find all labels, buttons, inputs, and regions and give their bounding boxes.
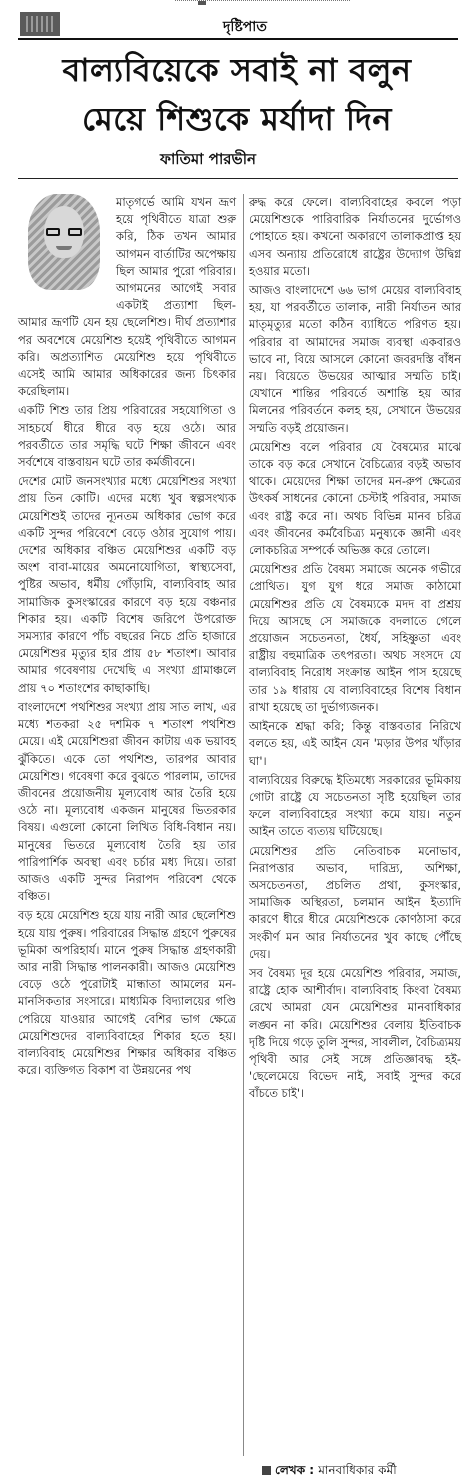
author-photo-glasses [46,228,82,236]
author-note-value: মানবাধিকার কর্মী [318,1463,397,1477]
column-divider [243,194,244,1456]
byline-divider [18,178,458,179]
paragraph: মেয়েশিশুর প্রতি বৈষম্য সমাজে অনেক গভীরে প্রোথিত। যুগ যুগ ধরে সমাজ কাঠামো মেয়েশিশুর প্রতি যে বৈষম্যকে মদদ বা প্রশ্রয় দিয়ে আসছে সে সমাজকে বদলাতে গেলে প্রয়োজন সচেতনতা, ধৈর্য, সহিষ্ণুতা এবং রাষ্ট্রীয় বহুমাত্রিক তৎপরতা। অথচ সংসদে যে বাল্যবিবাহ নিরোধ সংক্রান্ত আইন পাস হয়েছে তার ১৯ ধারায় যে বাল্যবিবাহের বিশেষ বিধান রাখা হয়েছে তা দুর্ভাগ্যজনক। [249,562,461,714]
top-marker [198,1,206,5]
paragraph: মাতৃগর্ভে আমি যখন ভ্রূণ হয়ে পৃথিবীতে যাত্রা শুরু করি, ঠিক তখন আমার আগমন বার্তাটির অপেক্ষায় ছিল আমার পুরো পরিবার। আগমনের আগেই সবার একটাই প্রত্যাশা ছিল-আমার ভ্রূণটি যেন হয় ছেলেশিশু। দীর্ঘ প্রত্যাশার পর অবশেষে মেয়েশিশু হয়েই পৃথিবীতে আগমন করি। অপ্রত্যাশিত মেয়েশিশু হয়ে পৃথিবীতে এসেই আমি আমার অধিকারের জন্য চিৎকার করেছিলাম। [18,195,236,399]
headline-line-1: বাল্যবিয়েকে সবাই না বলুন [62,51,412,89]
author-note [262,1462,397,1482]
article-column-2 [249,194,461,1105]
author-photo-mouth [56,246,72,250]
paragraph: বাল্যবিয়ের বিরুদ্ধে ইতিমধ্যে সরকারের ভূমিকায় গোটা রাষ্ট্রে যে সচেতনতা সৃষ্টি হয়েছিল তার ফলে বাল্যবিবাহের সংখ্যা কমে যায়। নতুন আইন তাতে ব্যত্যয় ঘটিয়েছে। [249,772,461,839]
paragraph: একটি শিশু তার প্রিয় পরিবারের সহযোগিতা ও সাহচর্যে ধীরে ধীরে বড় হয়ে ওঠে। আর পরবর্তীতে তার সমৃদ্ধি ঘটে শিক্ষা জীবনে এবং সর্বশেষে বাস্তবায়ন ঘটে তার কর্মজীবনে। [18,403,236,470]
paragraph: দেশের মোট জনসংখ্যার মধ্যে মেয়েশিশুর সংখ্যা প্রায় তিন কোটি। এদের মধ্যে খুব স্বল্পসংখ্যক মেয়েশিশুই তাদের ন্যূনতম অধিকার ভোগ করে একটি সুন্দর পরিবেশে বেড়ে ওঠার সুযোগ পায়। দেশের অধিকার বঞ্চিত মেয়েশিশুর একটি বড় অংশ বাবা-মায়ের অমনোযোগিতা, স্বাস্থ্যসেবা, পুষ্টির অভাব, ধর্মীয় গোঁড়ামি, বাল্যবিবাহ আর সামাজিক কুসংস্কারের কারণে বড় হয়ে বঞ্চনার শিকার হয়। একটি বিশেষ জরিপে উপরোক্ত সমস্যার কারণে পাঁচ বছরের নিচে প্রতি হাজারে মেয়েশিশুর মৃত্যুর হার প্রায় ৫৮ শতাংশ। আবার আমার গবেষণায় দেখেছি এ সংখ্যা গ্রামাঞ্চলে প্রায় ৭০ শতাংশের কাছাকাছি। [18,474,236,695]
paragraph: মেয়েশিশু বলে পরিবার যে বৈষম্যের মাঝে তাকে বড় করে সেখানে বৈচিত্র্যের বড়ই অভাব থাকে। মেয়েদের শিক্ষা তাদের মন-রুপ ক্ষেত্রের উৎকর্ষ সাধনের কোনো চেস্টাই পরিবার, সমাজ এবং রাষ্ট্র করে না। অথচ বিভিন্ন মানব চরিত্র এবং জীবনের কর্মবৈচিত্র্য মনুষ্যকে জ্ঞানী এবং লোকচরিত্র সম্পর্কে অভিজ্ঞ করে তোলে। [249,439,461,558]
square-bullet-icon [262,1466,271,1475]
headline-line-2: মেয়ে শিশুকে মর্যাদা দিন [82,100,392,138]
article-column-1 [18,194,236,1081]
paragraph: বাংলাদেশে পথশিশুর সংখ্যা প্রায় সাত লাখ, এর মধ্যে শতকরা ২৫ দশমিক ৭ শতাংশ পথশিশু মেয়ে। এই মেয়েশিশুরা জীবন কাটায় এক ভয়াবহ ঝুঁকিতে। একে তো পথশিশু, তারপর আবার মেয়েশিশু। গবেষণা করে বুঝতে পারলাম, তাদের জীবনের প্রয়োজনীয় মূল্যবোধ আর তৈরি হয়ে ওঠে না। মূল্যবোধ একজন মানুষের ভিতরকার বিষয়। এগুলো কোনো লিখিত বিধি-বিধান নয়। মানুষের ভিতরে মূল্যবোধ তৈরি হয় তার পারিপার্শিক অবস্থা এবং চর্চার মধ্য দিয়ে। তারা আজও একটি সুন্দর নিরাপদ পরিবেশ থেকে বঞ্চিত। [18,699,236,904]
section-label: দৃষ্টিপাত [223,19,267,35]
paragraph: আইনকে শ্রদ্ধা করি; কিন্তু বাস্তবতার নিরিখে বলতে হয়, এই আইন যেন 'মড়ার উপর খাঁড়ার ঘা'। [249,719,461,768]
paragraph: আজও বাংলাদেশে ৬৬ ভাগ মেয়ের বাল্যবিবাহ হয়, যা পরবর্তীতে তালাক, নারী নির্যাতন আর মাতৃমৃত্যুর মতো কঠিন ব্যাধিতে পরিণত হয়। পরিবার বা আমাদের সমাজ ব্যবস্থা একবারও ভাবে না, বিয়ে আসলে কোনো জবরদস্তি বাঁধন নয়। বিয়েতে উভয়ের আত্মার সম্মতি চাই। যেখানে শান্তির পরিবর্তে অশান্তি হয় আর মিলনের পরিবর্তনে কলহ হয়, সেখানে উভয়ের সম্মতি বড়ই প্রয়োজন। [249,283,461,435]
paragraph: বড় হয়ে মেয়েশিশু হয়ে যায় নারী আর ছেলেশিশু হয়ে যায় পুরুষ। পরিবারের সিদ্ধান্ত গ্রহণে পুরুষের ভূমিকা অপরিহার্য। মানে পুরুষ সিদ্ধান্ত গ্রহণকারী আর নারী সিদ্ধান্ত পালনকারী। আজও মেয়েশিশু বেড়ে ওঠে পুরোটাই মান্ধাতা আমলের মন-মানসিকতার সংসারে। মাধ্যমিক বিদ্যালয়ের গণ্ডি পেরিয়ে যাওয়ার আগেই বেশির ভাগ ক্ষেত্রে মেয়েশিশুদের বাল্যবিবাহের শিকার হতে হয়। বাল্যবিবাহ মেয়েশিশুর শিক্ষার অধিকার বঞ্চিত করে। ব্যক্তিগত বিকাশ বা উন্নয়নের পথ [18,908,236,1078]
author-byline: ফাতিমা পারভীন [160,150,256,168]
paragraph: রুদ্ধ করে ফেলে। বাল্যবিবাহের কবলে পড়া মেয়েশিশুকে পারিবারিক নির্যাতনের দুর্ভোগও পোহাতে হয়। কখনো অকারণে তালাকপ্রাপ্ত হয় এসব অন্যায় প্রতিরোধে রাষ্ট্রের উদ্যোগ উদ্বিগ্ন হওয়ার মতো। [249,195,461,278]
author-note-label: লেখক : [275,1463,315,1477]
top-cut-line [0,0,474,6]
section-emblem-icon [20,12,60,36]
paragraph: মেয়েশিশুর প্রতি নেতিবাচক মনোভাব, নিরাপত্তার অভাব, দারিদ্র্য, অশিক্ষা, অসচেতনতা, প্রচলিত প্রথা, কুসংস্কার, সামাজিক অস্থিরতা, চলমান আইন ইত্যাদি কারণে ধীরে ধীরে মেয়েশিশুকে কোণঠাসা করে সংকীর্ণ মন আর নির্যাতনের খুব কাছে পৌঁছে দেয়। [249,843,461,961]
section-header [18,12,458,40]
headline [10,46,464,144]
author-photo [18,194,110,294]
paragraph: সব বৈষম্য দূর হয়ে মেয়েশিশু পরিবার, সমাজ, রাষ্ট্রে হোক আশীর্বাদ। বাল্যবিবাহ কিংবা বৈষম্য রেখে আমরা যেন মেয়েশিশুর মানবাধিকার লঙ্ঘন না করি। মেয়েশিশুর বেলায় ইতিবাচক দৃষ্টি দিয়ে গড়ে তুলি সুন্দর, সাবলীল, বৈচিত্র্যময় পৃথিবী আর সেই সঙ্গে প্রতিজ্ঞাবদ্ধ হই- 'ছেলেমেয়ে বিভেদ নাই, সবাই সুন্দর করে বাঁচতে চাই'। [249,965,461,1101]
